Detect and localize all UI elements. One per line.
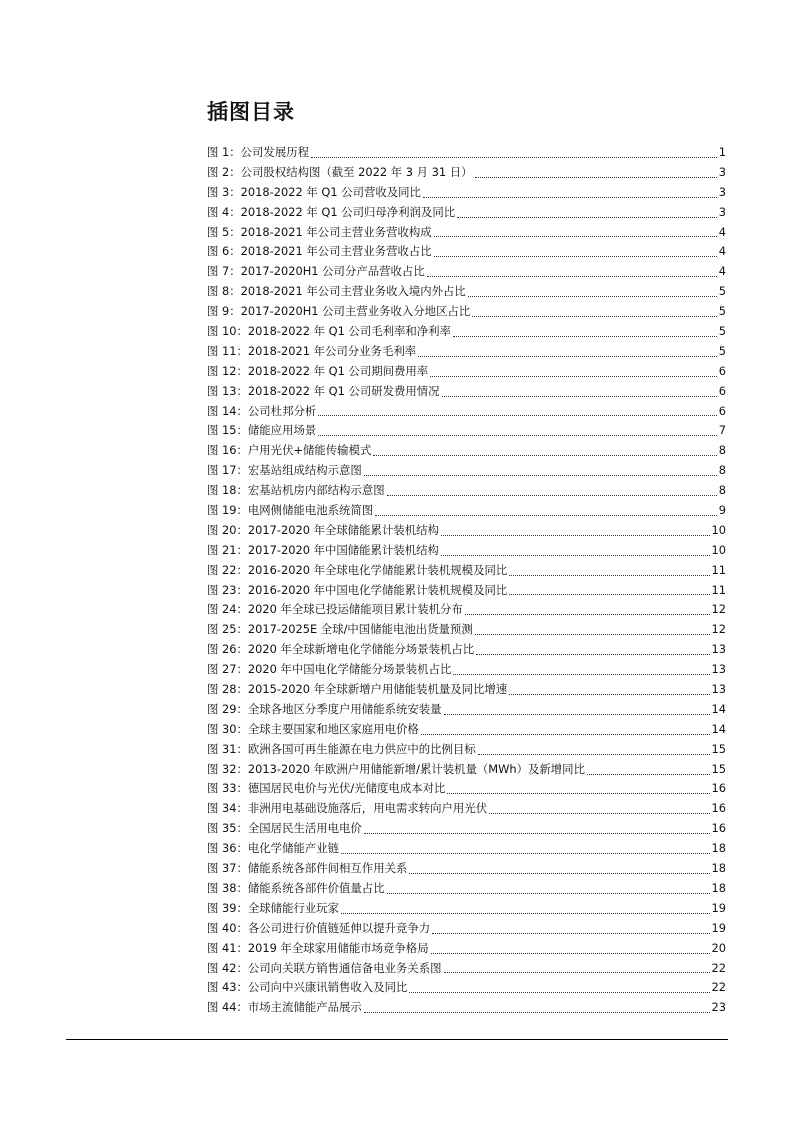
dot-leader — [453, 336, 717, 337]
toc-entry[interactable] — [207, 203, 726, 223]
toc-entry-label: 图 29：全球各地区分季度户用储能系统安装量 — [207, 701, 442, 716]
dot-leader — [364, 475, 717, 476]
toc-entry-label: 图 27：2020 年中国电化学储能分场景装机占比 — [207, 662, 452, 677]
toc-entry-label: 图 31：欧洲各国可再生能源在电力供应中的比例目标 — [207, 741, 476, 756]
dot-leader — [364, 833, 710, 834]
toc-entry[interactable] — [207, 859, 726, 879]
dot-leader — [444, 972, 710, 973]
toc-entry[interactable] — [207, 402, 726, 422]
toc-entry[interactable] — [207, 959, 726, 979]
toc-entry-page: 15 — [711, 761, 726, 776]
toc-entry-page: 8 — [718, 483, 726, 498]
dot-leader — [478, 754, 710, 755]
dot-leader — [475, 177, 717, 178]
toc-entry-page: 22 — [711, 980, 726, 995]
dot-leader — [318, 415, 717, 416]
toc-entry-label: 图 3：2018-2022 年 Q1 公司营收及同比 — [207, 184, 421, 199]
toc-entry-label: 图 34：非洲用电基础设施落后，用电需求转向户用光伏 — [207, 801, 488, 816]
toc-entry-page: 6 — [718, 403, 726, 418]
dot-leader — [430, 376, 717, 377]
toc-entry-page: 15 — [711, 741, 726, 756]
footer-divider — [66, 1039, 728, 1040]
toc-entry-page: 19 — [711, 920, 726, 935]
dot-leader — [409, 992, 709, 993]
toc-entry[interactable] — [207, 183, 726, 203]
toc-entry[interactable] — [207, 740, 726, 760]
toc-entry[interactable] — [207, 998, 726, 1018]
dot-leader — [387, 893, 710, 894]
toc-entry[interactable] — [207, 839, 726, 859]
toc-entry-page: 1 — [718, 144, 726, 159]
dot-leader — [509, 694, 709, 695]
toc-entry[interactable] — [207, 660, 726, 680]
toc-entry-page: 7 — [718, 423, 726, 438]
toc-entry-page: 16 — [711, 781, 726, 796]
toc-entry-page: 5 — [718, 304, 726, 319]
toc-entry-label: 图 7：2017-2020H1 公司分产品营收占比 — [207, 264, 425, 279]
toc-entry-label: 图 10：2018-2022 年 Q1 公司毛利率和净利率 — [207, 324, 451, 338]
dot-leader — [465, 614, 710, 615]
toc-entry[interactable] — [207, 700, 726, 720]
toc-entry-page: 16 — [711, 821, 726, 836]
toc-entry-page: 11 — [711, 582, 726, 597]
dot-leader — [587, 774, 710, 775]
toc-entry-label: 图 9：2017-2020H1 公司主营业务收入分地区占比 — [207, 304, 471, 319]
toc-entry[interactable] — [207, 143, 726, 163]
dot-leader — [457, 217, 717, 218]
toc-entry[interactable] — [207, 282, 726, 302]
toc-entry-page: 22 — [711, 960, 726, 975]
toc-entry[interactable] — [207, 581, 726, 601]
toc-entry-page: 20 — [711, 940, 726, 955]
toc-entry-page: 13 — [711, 642, 726, 657]
toc-entry-label: 图 36：电化学储能产业链 — [207, 841, 340, 856]
toc-entry[interactable] — [207, 262, 726, 282]
toc-entry-page: 9 — [718, 503, 726, 518]
toc-entry-page: 11 — [711, 562, 726, 577]
dot-leader — [441, 535, 710, 536]
toc-entry-label: 图 24：2020 年全球已投运储能项目累计装机分布 — [207, 602, 463, 617]
toc-entry-page: 14 — [711, 701, 726, 716]
toc-entry[interactable] — [207, 680, 726, 700]
dot-leader — [318, 435, 717, 436]
toc-entry-page: 4 — [718, 224, 726, 239]
toc-entry-label: 图 22：2016-2020 年全球电化学储能累计装机规模及同比 — [207, 562, 508, 577]
toc-entry-page: 3 — [718, 164, 726, 179]
toc-entry[interactable] — [207, 600, 726, 620]
toc-entry-page: 6 — [718, 383, 726, 398]
toc-entry[interactable] — [207, 421, 726, 441]
toc-entry[interactable] — [207, 223, 726, 243]
toc-entry-page: 16 — [711, 801, 726, 816]
dot-leader — [468, 296, 717, 297]
toc-entry[interactable] — [207, 541, 726, 561]
toc-entry[interactable] — [207, 978, 726, 998]
toc-entry-page: 3 — [718, 204, 726, 219]
toc-entry[interactable] — [207, 322, 726, 342]
page-title: 插图目录 — [207, 100, 295, 124]
toc-entry-label: 图 38：储能系统各部件价值量占比 — [207, 880, 385, 895]
toc-entry-page: 4 — [718, 244, 726, 259]
toc-entry[interactable] — [207, 481, 726, 501]
dot-leader — [341, 853, 709, 854]
toc-entry-label: 图 17：宏基站组成结构示意图 — [207, 463, 362, 478]
toc-entry-page: 5 — [718, 284, 726, 299]
toc-entry[interactable] — [207, 780, 726, 800]
toc-entry[interactable] — [207, 720, 726, 740]
toc-entry[interactable] — [207, 620, 726, 640]
toc-entry-label: 图 4：2018-2022 年 Q1 公司归母净利润及同比 — [207, 204, 456, 219]
toc-entry-label: 图 43：公司向中兴康讯销售收入及同比 — [207, 980, 408, 995]
dot-leader — [476, 654, 709, 655]
toc-entry-label: 图 19：电网侧储能电池系统简图 — [207, 503, 374, 518]
toc-entry-page: 5 — [718, 343, 726, 358]
dot-leader — [444, 714, 710, 715]
dot-leader — [423, 197, 717, 198]
toc-entry[interactable] — [207, 521, 726, 541]
dot-leader — [311, 157, 717, 158]
toc-entry[interactable] — [207, 362, 726, 382]
toc-entry-label: 图 6：2018-2021 年公司主营业务营收占比 — [207, 244, 432, 259]
dot-leader — [434, 256, 717, 257]
toc-entry-label: 图 40：各公司进行价值链延伸以提升竞争力 — [207, 920, 431, 935]
toc-entry-page: 10 — [711, 542, 726, 557]
dot-leader — [441, 555, 710, 556]
toc-entry[interactable] — [207, 919, 726, 939]
toc-entry-page: 10 — [711, 522, 726, 537]
toc-entry-label: 图 44：市场主流储能产品展示 — [207, 1000, 362, 1015]
toc-entry-page: 12 — [711, 622, 726, 637]
toc-entry-label: 图 37：储能系统各部件间相互作用关系 — [207, 861, 408, 876]
toc-entry-page: 23 — [711, 1000, 726, 1015]
dot-leader — [375, 515, 717, 516]
toc-entry[interactable] — [207, 760, 726, 780]
toc-entry[interactable] — [207, 382, 726, 402]
toc-entry-page: 12 — [711, 602, 726, 617]
toc-entry-page: 8 — [718, 463, 726, 478]
dot-leader — [421, 734, 710, 735]
dot-leader — [509, 575, 709, 576]
dot-leader — [447, 793, 709, 794]
toc-entry-page: 18 — [711, 841, 726, 856]
toc-entry-label: 图 1：公司发展历程 — [207, 144, 309, 159]
toc-entry-label: 图 35：全国居民生活用电电价 — [207, 821, 362, 836]
toc-entry[interactable] — [207, 342, 726, 362]
toc-entry[interactable] — [207, 242, 726, 262]
toc-entry-label: 图 41：2019 年全球家用储能市场竞争格局 — [207, 940, 429, 955]
dot-leader — [472, 316, 717, 317]
toc-entry-label: 图 16：户用光伏+储能传输模式 — [207, 443, 372, 458]
dot-leader — [409, 873, 709, 874]
toc-entry-label: 图 2：公司股权结构图（截至 2022 年 3 月 31 日） — [207, 164, 473, 179]
toc-entry-page: 13 — [711, 682, 726, 697]
toc-entry[interactable] — [207, 561, 726, 581]
dot-leader — [432, 933, 709, 934]
toc-entry-label: 图 14：公司杜邦分析 — [207, 403, 317, 418]
toc-entry-page: 13 — [711, 662, 726, 677]
toc-entry-label: 图 20：2017-2020 年全球储能累计装机结构 — [207, 522, 439, 537]
toc-entry-label: 图 39：全球储能行业玩家 — [207, 900, 340, 915]
toc-entry-label: 图 26：2020 年全球新增电化学储能分场景装机占比 — [207, 642, 475, 657]
toc-entry-page: 14 — [711, 721, 726, 736]
dot-leader — [453, 674, 709, 675]
toc-entry-label: 图 42：公司向关联方销售通信备电业务关系图 — [207, 960, 442, 975]
toc-entry-label: 图 33：德国居民电价与光伏/光储度电成本对比 — [207, 781, 446, 796]
dot-leader — [364, 1012, 710, 1013]
toc-entry-page: 18 — [711, 880, 726, 895]
toc-entry-page: 3 — [718, 184, 726, 199]
toc-entry[interactable] — [207, 441, 726, 461]
dot-leader — [431, 953, 710, 954]
toc-entry[interactable] — [207, 163, 726, 183]
toc-entry-page: 18 — [711, 861, 726, 876]
toc-entry-label: 图 15：储能应用场景 — [207, 423, 317, 438]
toc-entry-label: 图 30：全球主要国家和地区家庭用电价格 — [207, 721, 419, 736]
toc-entry-page: 5 — [718, 324, 726, 338]
toc-entry-page: 4 — [718, 264, 726, 279]
dot-leader — [341, 913, 709, 914]
toc-entry[interactable] — [207, 640, 726, 660]
toc-entry-label: 图 28：2015-2020 年全球新增户用储能装机量及同比增速 — [207, 682, 508, 697]
dot-leader — [434, 236, 717, 237]
dot-leader — [509, 594, 709, 595]
toc-entry[interactable] — [207, 879, 726, 899]
toc-entry-label: 图 8：2018-2021 年公司主营业务收入境内外占比 — [207, 284, 466, 299]
toc-entry[interactable] — [207, 899, 726, 919]
toc-entry-page: 8 — [718, 443, 726, 458]
dot-leader — [418, 356, 717, 357]
figure-index-list — [207, 143, 726, 1018]
dot-leader — [427, 276, 717, 277]
toc-entry-label: 图 25：2017-2025E 全球/中国储能电池出货量预测 — [207, 622, 473, 637]
toc-entry[interactable] — [207, 819, 726, 839]
toc-entry[interactable] — [207, 501, 726, 521]
toc-entry-label: 图 12：2018-2022 年 Q1 公司期间费用率 — [207, 363, 429, 378]
toc-entry-label: 图 18：宏基站机房内部结构示意图 — [207, 483, 385, 498]
toc-entry[interactable] — [207, 461, 726, 481]
toc-entry-label: 图 23：2016-2020 年中国电化学储能累计装机规模及同比 — [207, 582, 508, 597]
dot-leader — [475, 634, 710, 635]
dot-leader — [373, 455, 716, 456]
toc-entry[interactable] — [207, 302, 726, 322]
toc-entry-label: 图 21：2017-2020 年中国储能累计装机结构 — [207, 542, 439, 557]
dot-leader — [442, 396, 717, 397]
dot-leader — [387, 495, 717, 496]
dot-leader — [489, 813, 709, 814]
toc-entry[interactable] — [207, 939, 726, 959]
toc-entry[interactable] — [207, 799, 726, 819]
toc-entry-page: 6 — [718, 363, 726, 378]
toc-entry-label: 图 5：2018-2021 年公司主营业务营收构成 — [207, 224, 432, 239]
toc-entry-label: 图 13：2018-2022 年 Q1 公司研发费用情况 — [207, 383, 440, 398]
toc-entry-label: 图 32：2013-2020 年欧洲户用储能新增/累计装机量（MWh）及新增同比 — [207, 761, 585, 776]
toc-entry-label: 图 11：2018-2021 年公司分业务毛利率 — [207, 343, 417, 358]
toc-entry-page: 19 — [711, 900, 726, 915]
